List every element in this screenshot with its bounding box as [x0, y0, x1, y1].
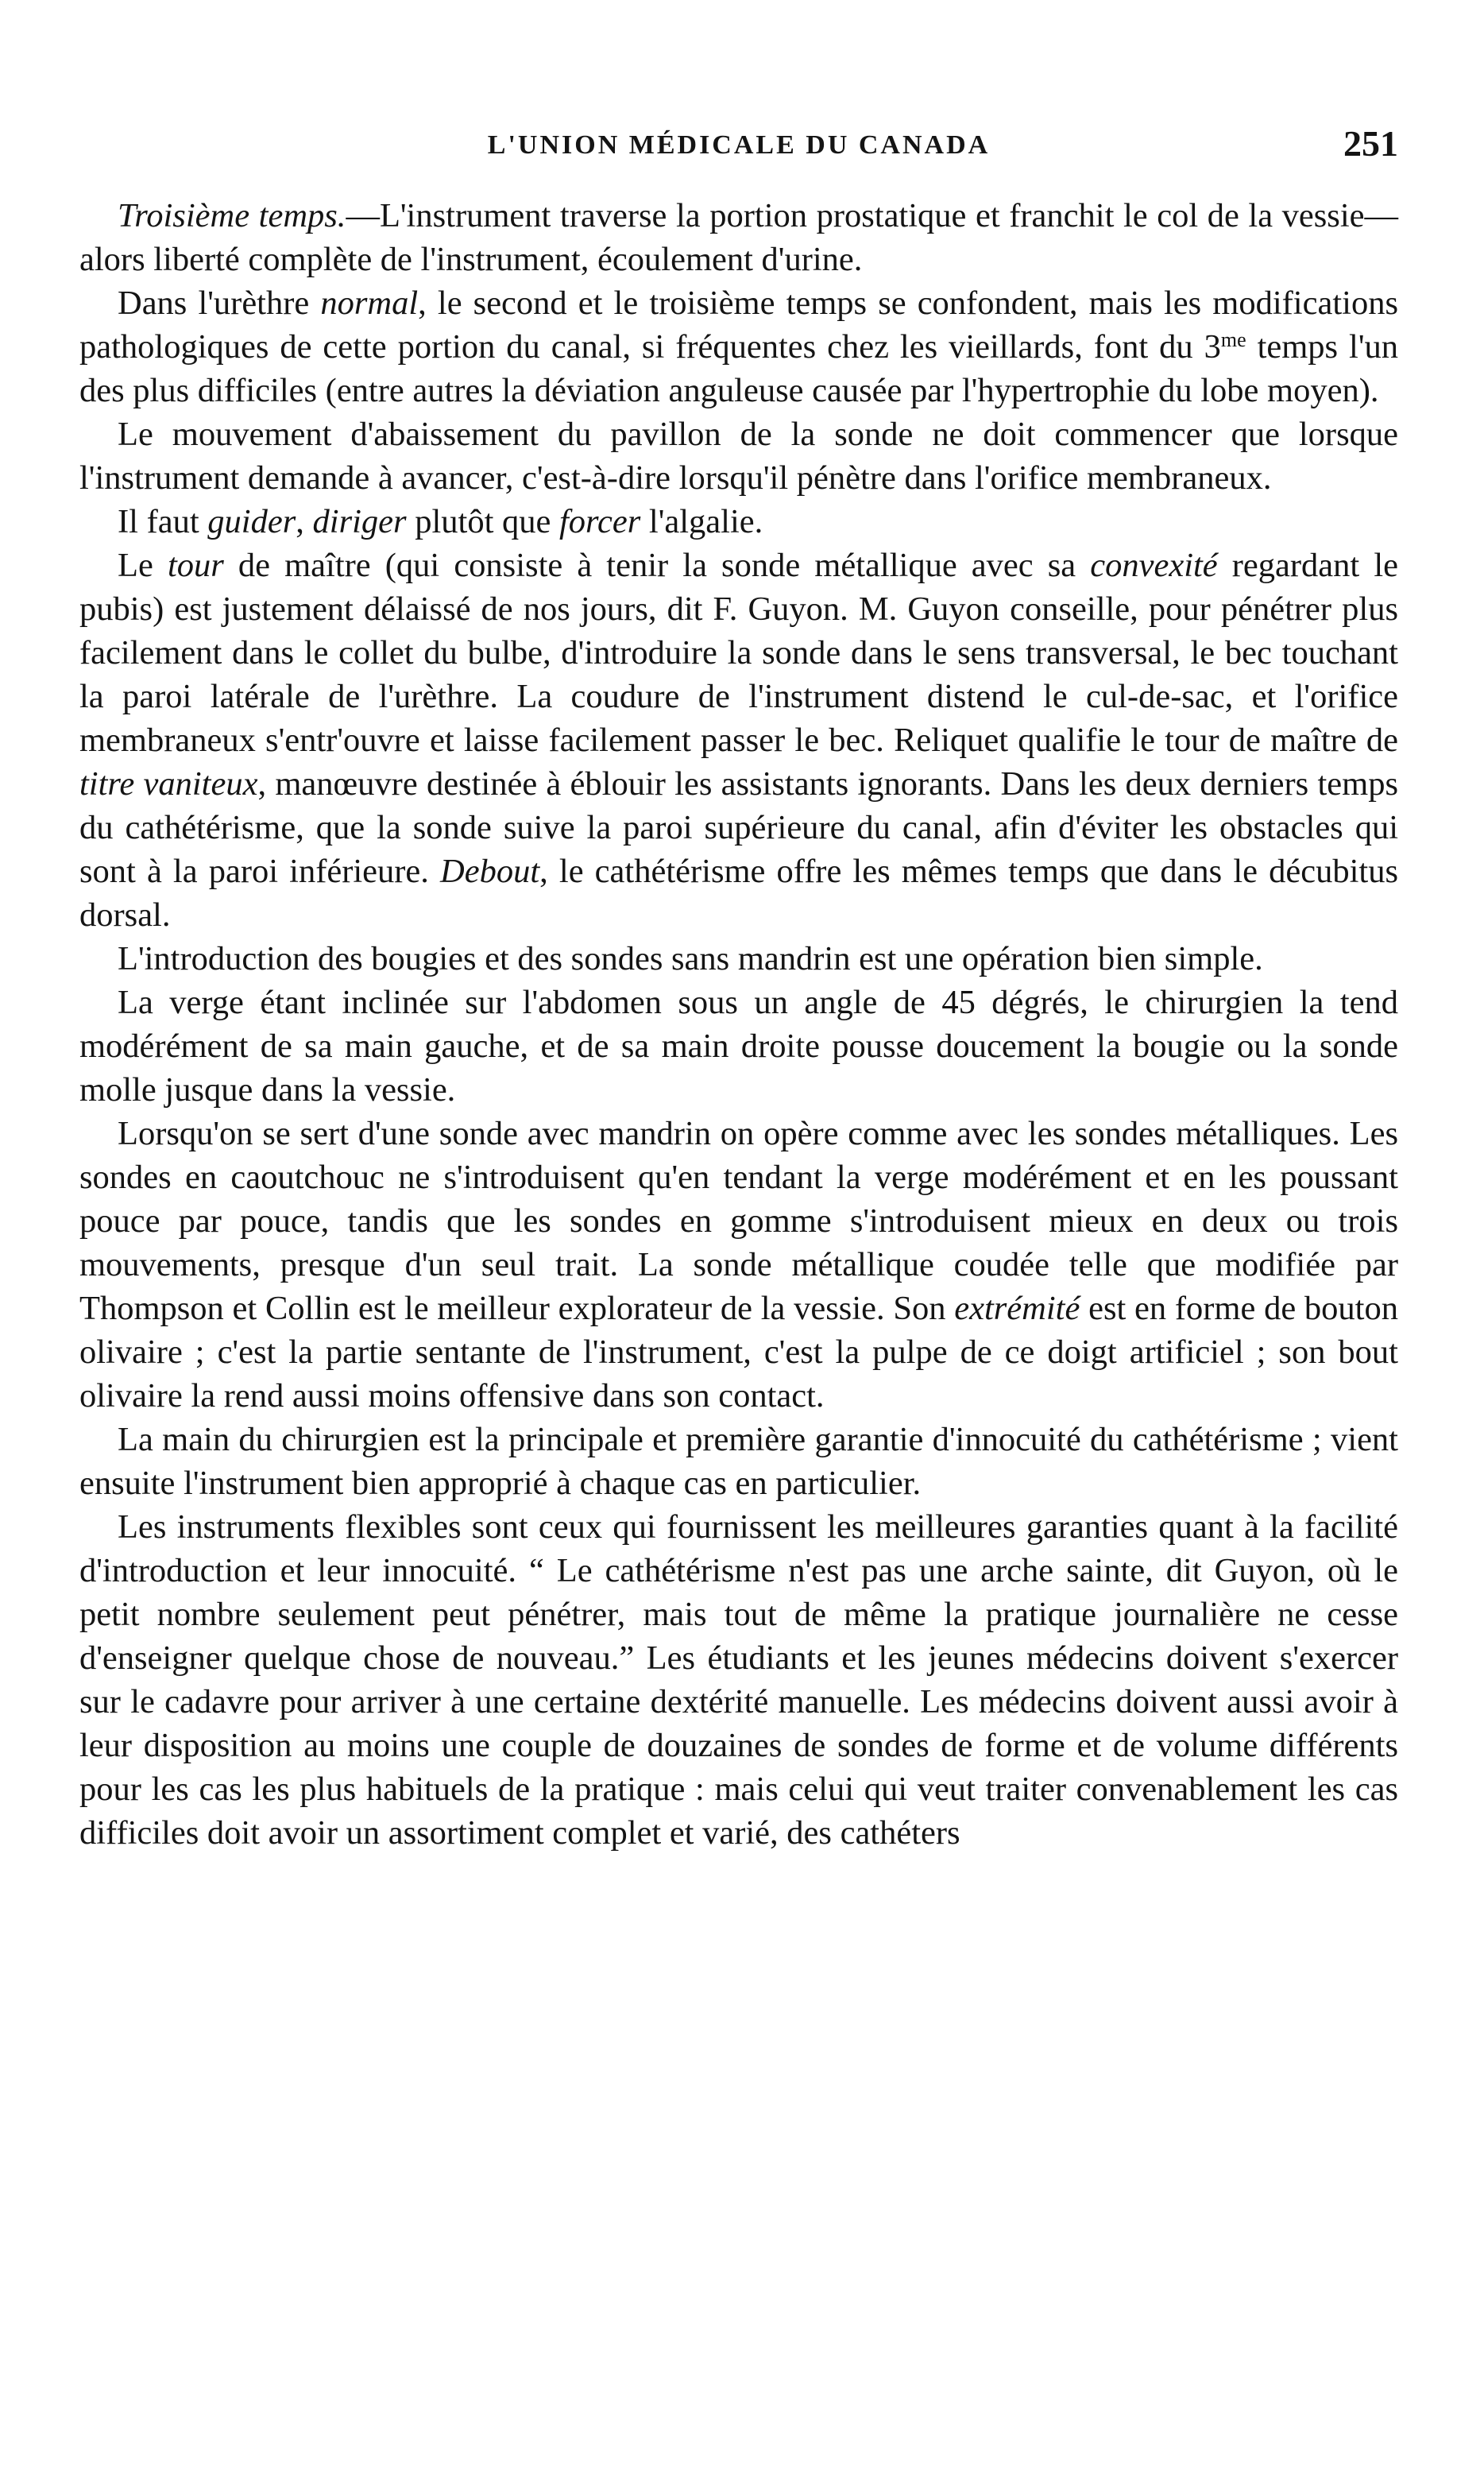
paragraph-tour-de-maitre — [79, 544, 1398, 937]
text-run: l'algalie. — [640, 503, 763, 540]
text-run: de maître (qui consiste à tenir la sonde métallique avec sa — [223, 547, 1091, 584]
superscript: me — [1220, 328, 1246, 351]
text-run: plutôt que — [406, 503, 559, 540]
text-run: , le cathétérisme offre les mêmes temps que dans le décubitus dorsal. — [79, 853, 1398, 934]
journal-title: L'UNION MÉDICALE DU CANADA — [487, 130, 991, 160]
text-run: , — [296, 503, 313, 540]
paragraph-troisieme-temps — [79, 194, 1398, 281]
emphasis: diriger — [312, 503, 407, 540]
section-lead: Troisième temps. — [118, 197, 346, 234]
paragraph-mandrin — [79, 1112, 1398, 1418]
text-run: Il faut — [118, 503, 208, 540]
paragraph-text: La main du chirurgien est la principale et première garantie d'innocuité du cathétérisme ; vient ensuite l'instrument bien approprié à chaque cas en particulier. — [79, 1421, 1398, 1502]
paragraph-text: —L'instrument traverse la portion prostatique et franchit le col de la vessie—alors liberté complète de l'instrument, écoulement d'urine. — [79, 197, 1398, 278]
document-page — [79, 119, 1398, 1855]
paragraph-text: Le mouvement d'abaissement du pavillon de la sonde ne doit commencer que lorsque l'instrument demande à avancer, c'est-à-dire lorsqu'il pénètre dans l'orifice membraneux. — [79, 416, 1398, 497]
text-run: , manœuvre destinée à éblouir les assistants ignorants. Dans les deux derniers temps du cathétérisme, que la sonde suive la paroi supérieure du canal, afin d'éviter les obstacles qui sont à la paroi inférieure. — [79, 765, 1398, 890]
paragraph-text: La verge étant inclinée sur l'abdomen sous un angle de 45 dégrés, le chirurgien la tend modérément de sa main gauche, et de sa main droite pousse doucement la bougie ou la sonde molle jusque dans la vessie. — [79, 984, 1398, 1109]
paragraph-urethre-normal — [79, 281, 1398, 412]
body-text — [79, 194, 1398, 1855]
text-run: Le — [118, 547, 168, 584]
text-run: , le second et le troisième temps se confondent, mais les modifications pathologiques de cette portion du canal, si fréquentes chez les vieillards, font du 3 — [79, 284, 1398, 366]
emphasis: titre vaniteux — [79, 765, 258, 803]
paragraph-introduction-bougies — [79, 937, 1398, 981]
text-run: temps l'un des plus difficiles (entre autres la déviation anguleuse causée par l'hypertrophie du lobe moyen). — [79, 328, 1398, 409]
emphasis: normal — [320, 284, 419, 322]
paragraph-main-chirurgien — [79, 1418, 1398, 1505]
emphasis: tour — [167, 547, 224, 584]
emphasis: guider — [207, 503, 296, 540]
emphasis: extrémité — [954, 1290, 1080, 1327]
paragraph-text: Les instruments flexibles sont ceux qui fournissent les meilleures garanties quant à la facilité d'introduction et leur innocuité. “ Le cathétérisme n'est pas une arche sainte, dit Guyon, où le petit nombre seulement peut pénétrer, mais tout de même la pratique journalière ne cesse d'enseigner quelque chose de nouveau.” Les étudiants et les jeunes médecins doivent s'exercer sur le cadavre pour arriver à une certaine dextérité manuelle. Les médecins doivent aussi avoir à leur disposition au moins une couple de douzaines de sondes de forme et de volume différents pour les cas les plus habituels de la pratique : mais celui qui veut traiter convenablement les cas difficiles doit avoir un assortiment complet et varié, des cathéters — [79, 1508, 1398, 1852]
paragraph-text: L'introduction des bougies et des sondes sans mandrin est une opération bien simple. — [118, 940, 1263, 977]
paragraph-guider — [79, 500, 1398, 544]
page-number: 251 — [1343, 123, 1398, 164]
text-run: regardant le pubis) est justement délaissé de nos jours, dit F. Guyon. M. Guyon conseille, pour pénétrer plus facilement dans le collet du bulbe, d'introduire la sonde dans le sens transversal, le bec touchant la paroi latérale de l'urèthre. La coudure de l'instrument distend le cul-de-sac, et l'orifice membraneux s'entr'ouvre et laisse facilement passer le bec. Reliquet qualifie le tour de maître de — [79, 547, 1398, 759]
text-run: est en forme de bouton olivaire ; c'est la partie sentante de l'instrument, c'est la pulpe de ce doigt artificiel ; son bout olivaire la rend aussi moins offensive dans son contact. — [79, 1290, 1398, 1415]
emphasis: Debout — [440, 853, 540, 890]
text-run: Dans l'urèthre — [118, 284, 321, 322]
paragraph-instruments-flexibles — [79, 1505, 1398, 1855]
text-run: Lorsqu'on se sert d'une sonde avec mandrin on opère comme avec les sondes métalliques. Les sondes en caoutchouc ne s'introduisent qu'en tendant la verge modérément et en les poussant pouce par pouce, tandis que les sondes en gomme s'introduisent mieux en deux ou trois mouvements, presque d'un seul trait. La sonde métallique coudée telle que modifiée par Thompson et Collin est le meilleur explorateur de la vessie. Son — [79, 1115, 1398, 1327]
emphasis: forcer — [559, 503, 641, 540]
paragraph-verge — [79, 981, 1398, 1112]
emphasis: convexité — [1090, 547, 1218, 584]
running-head — [79, 119, 1398, 167]
paragraph-abaissement — [79, 412, 1398, 500]
